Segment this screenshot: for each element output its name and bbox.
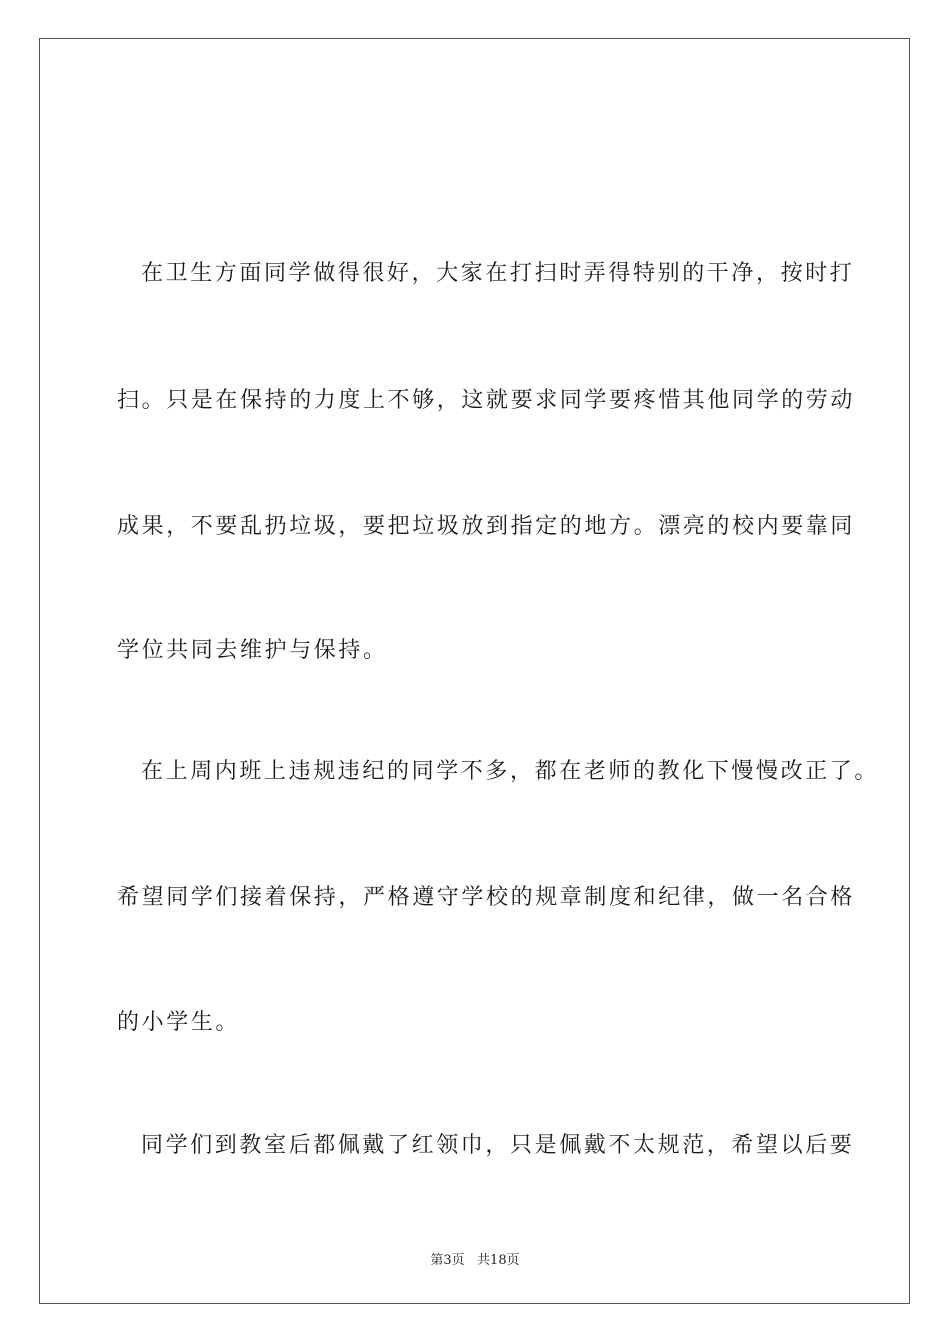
paragraph-line: 在卫生方面同学做得很好，大家在打扫时弄得特别的干净，按时打 — [141, 261, 855, 286]
page-border — [39, 38, 910, 1304]
paragraph-line: 在上周内班上违规违纪的同学不多，都在老师的教化下慢慢改正了。 — [141, 759, 880, 784]
paragraph-line: 希望同学们接着保持，严格遵守学校的规章制度和纪律，做一名合格 — [117, 885, 856, 910]
paragraph-line: 同学们到教室后都佩戴了红领巾，只是佩戴不太规范，希望以后要 — [141, 1133, 855, 1158]
paragraph-line: 扫。只是在保持的力度上不够，这就要求同学要疼惜其他同学的劳动 — [117, 388, 856, 413]
page-number-footer: 第3页 共18页 — [430, 1253, 520, 1268]
paragraph-line: 成果，不要乱扔垃圾，要把垃圾放到指定的地方。漂亮的校内要靠同 — [117, 514, 856, 539]
paragraph-line: 学位共同去维护与保持。 — [117, 638, 388, 663]
paragraph-line: 的小学生。 — [117, 1010, 241, 1035]
